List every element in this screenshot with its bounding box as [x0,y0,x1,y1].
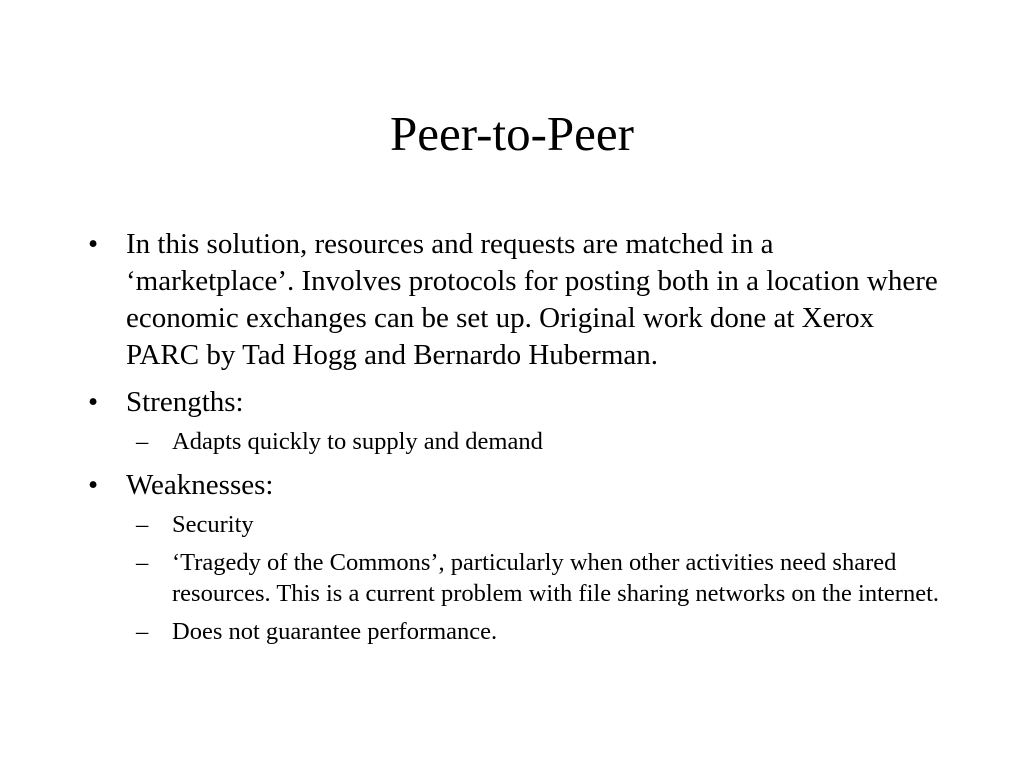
sub-bullet-text: ‘Tragedy of the Commons’, particularly when other activities need shared resources. This is a current problem with file sharing networks on the internet. [172,549,940,607]
slide-title: Peer-to-Peer [390,106,634,161]
sub-bullet-marker: – [136,549,149,576]
sub-bullet-marker: – [136,428,149,455]
sub-bullet-text: Security [172,511,254,538]
bullet-group-1 [88,226,948,374]
sub-bullet-marker: – [136,618,149,645]
bullet-marker: • [88,228,99,260]
bullet-text: In this solution, resources and requests are matched in a ‘marketplace’. Involves protocols for posting both in a location where economic exchanges can be set up. Original work done at Xerox PARC by Tad Hogg and Bernardo Huberman. [126,228,938,371]
bullet-text: Strengths: [126,386,244,418]
sub-bullet-item [88,509,948,540]
bullet-item [88,226,948,374]
sub-bullet-item [88,547,948,609]
bullet-marker: • [88,469,99,501]
bullet-marker: • [88,386,99,418]
sub-bullet-text: Adapts quickly to supply and demand [172,428,543,455]
bullet-group-2 [88,384,948,457]
bullet-item [88,467,948,504]
sub-bullet-item [88,426,948,457]
bullet-text: Weaknesses: [126,469,274,501]
sub-bullet-item [88,616,948,647]
sub-bullet-marker: – [136,511,149,538]
slide-content [88,226,948,657]
sub-bullet-text: Does not guarantee performance. [172,618,498,645]
bullet-group-3 [88,467,948,647]
bullet-item [88,384,948,421]
